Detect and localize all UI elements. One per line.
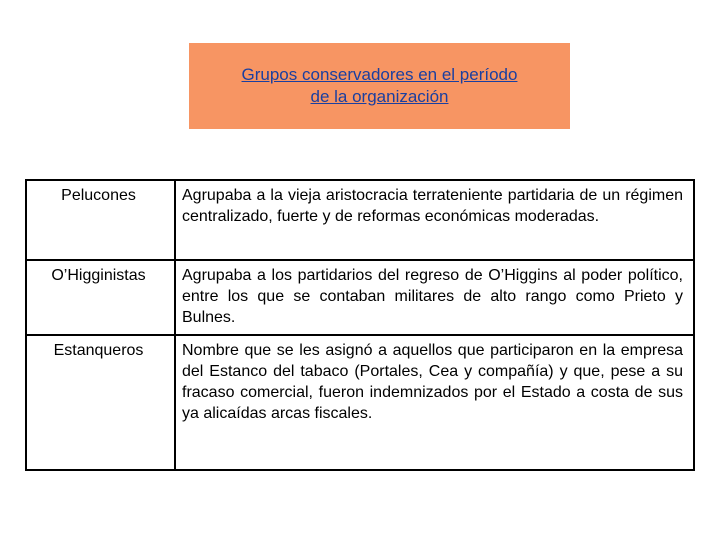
group-description: Agrupaba a la vieja aristocracia terrateniente partidaria de un régimen centralizado, fuerte y de reformas económicas moderadas. [175,180,694,260]
table-row [26,335,694,470]
group-description: Agrupaba a los partidarios del regreso de O’Higgins al poder político, entre los que se contaban militares de alto rango como Prieto y Bulnes. [175,260,694,335]
group-name: Pelucones [26,180,175,260]
table-row [26,260,694,335]
group-name: O’Higginistas [26,260,175,335]
table-row [26,180,694,260]
title-link[interactable] [200,64,560,108]
title-line-1: Grupos conservadores en el período [241,65,518,84]
group-name: Estanqueros [26,335,175,470]
groups-table [25,179,695,471]
title-line-2: de la organización [310,87,449,106]
title-banner [189,43,570,129]
group-description: Nombre que se les asignó a aquellos que participaron en la empresa del Estanco del tabaco (Portales, Cea y compañía) y que, pese a su fracaso comercial, fueron indemnizados por el Estado a costa de sus ya alicaídas arcas fiscales. [175,335,694,470]
